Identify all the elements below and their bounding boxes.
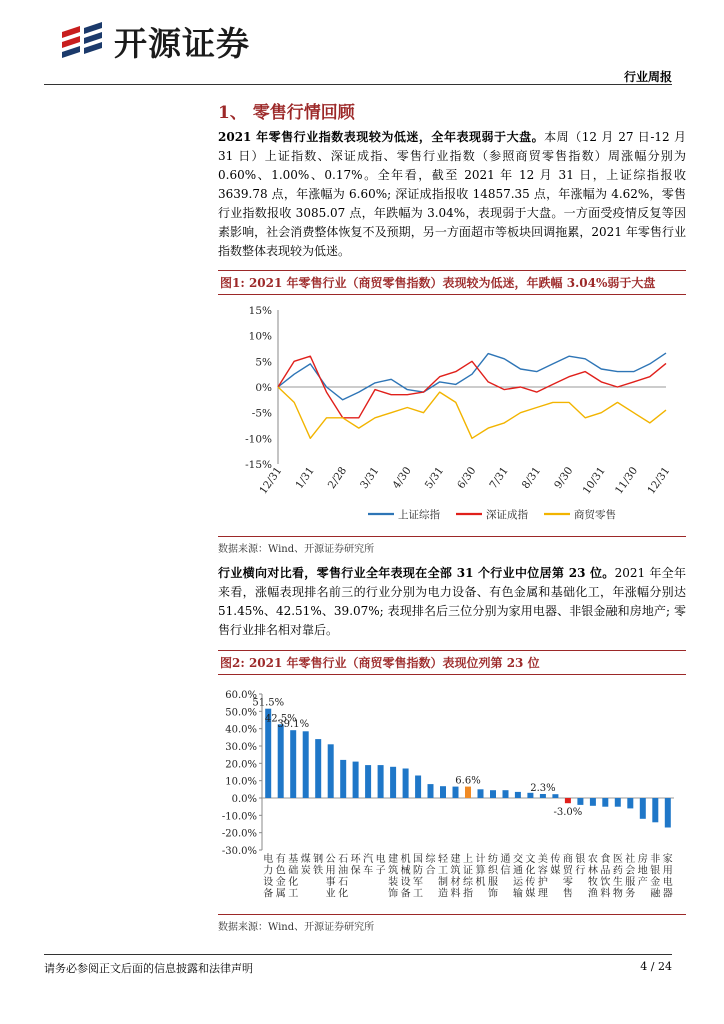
category-label-char: 色: [275, 865, 286, 877]
category-label-char: 行: [575, 865, 586, 877]
y-tick-label: 15%: [248, 305, 272, 317]
page-number: 4 / 24: [640, 960, 672, 973]
paragraph-2-body: 2021 年全年来看，涨幅表现排名前三的行业分别为电力设备、有色金属和基础化工，年涨幅分别达 51.45%、42.51%、39.07%; 表现排名后三位分别为家用电器、非银金融和房地产; 零售行业排名相对靠后。: [218, 566, 686, 637]
category-label: [475, 852, 485, 888]
category-label-char: 银: [650, 865, 661, 877]
category-label: [351, 853, 362, 877]
y-tick-label: -30.0%: [221, 846, 257, 857]
category-label-char: 渔: [587, 888, 598, 900]
y-tick-label: 50.0%: [225, 707, 257, 719]
category-label-char: 牧: [587, 877, 598, 888]
x-tick-label: 12/31: [645, 464, 673, 497]
bar: [590, 798, 596, 806]
category-label-char: 农: [587, 854, 598, 865]
x-tick-label: 7/31: [487, 464, 511, 492]
bar: [403, 769, 409, 799]
category-label: [625, 852, 635, 900]
category-label-char: 媒: [550, 865, 561, 877]
logo-mark-icon: [58, 22, 106, 62]
figure-2-divider: [218, 914, 686, 915]
category-label-char: 轻: [438, 854, 449, 865]
category-label-char: 防: [413, 865, 424, 877]
category-label-char: 机: [475, 877, 486, 888]
category-label-char: 汽: [363, 854, 374, 865]
category-label-char: 设: [263, 877, 274, 888]
company-logo: [58, 18, 250, 65]
data-label: 39.1%: [277, 719, 310, 731]
category-label-char: 商: [562, 854, 573, 865]
y-tick-label: -20.0%: [221, 828, 257, 840]
category-label-char: 信: [500, 865, 511, 877]
category-label-char: 煤: [300, 854, 311, 865]
bar: [503, 790, 509, 798]
category-label-char: 饰: [388, 888, 399, 900]
category-label-char: 饮: [600, 877, 611, 888]
category-label-char: 非: [650, 854, 661, 865]
bar: [490, 790, 496, 798]
category-label-char: 制: [438, 877, 449, 888]
y-tick-label: -5%: [251, 407, 272, 420]
category-label-char: 交: [512, 854, 523, 865]
category-label-char: 证: [463, 865, 473, 877]
category-label: [488, 852, 499, 900]
category-label-char: 公: [325, 854, 336, 865]
category-label-char: 林: [587, 865, 598, 877]
category-label-char: 综: [463, 877, 473, 888]
category-label-char: 子: [375, 865, 386, 877]
category-label-char: 料: [600, 888, 611, 900]
category-label-char: 医: [612, 854, 623, 865]
category-label-char: 料: [450, 888, 461, 900]
category-label: [575, 852, 585, 877]
category-label: [500, 853, 510, 877]
category-label: [288, 852, 298, 900]
category-label-char: 国: [413, 854, 424, 865]
y-tick-label: 30.0%: [225, 742, 257, 753]
figure-1-source: 数据来源：Wind、开源证券研究所: [218, 544, 375, 555]
category-label: [363, 853, 373, 877]
category-label: [650, 852, 661, 900]
bar: [378, 765, 384, 798]
footer-divider: [44, 954, 672, 955]
category-label-char: 算: [475, 865, 486, 877]
category-label-char: 物: [612, 888, 623, 900]
bar: [440, 786, 446, 798]
category-label-char: 建: [450, 854, 461, 865]
category-label-char: 石: [338, 877, 349, 888]
bar: [365, 765, 371, 798]
category-label-char: 有: [275, 854, 286, 865]
category-label-char: 纺: [487, 854, 498, 865]
category-label-char: 力: [263, 865, 274, 877]
y-tick-label: 20.0%: [225, 759, 257, 771]
y-tick-label: -15%: [245, 459, 272, 471]
category-label: [538, 852, 548, 900]
category-label: [263, 852, 273, 900]
y-tick-label: 60.0%: [225, 690, 257, 701]
category-label-char: 车: [363, 865, 374, 877]
category-label-char: 社: [625, 854, 636, 865]
bar: [627, 798, 633, 808]
category-label: [600, 852, 610, 900]
paragraph-2-lead: 行业横向对比看，零售行业全年表现在全部 31 个行业中位居第 23 位。: [218, 566, 615, 580]
x-tick-label: 2/28: [325, 464, 350, 492]
data-label: 6.6%: [455, 775, 481, 787]
category-label-char: 指: [463, 888, 473, 900]
category-label-char: 石: [338, 854, 349, 865]
y-tick-label: 10%: [248, 330, 272, 343]
figure-1-title: 图1: 2021 年零售行业（商贸零售指数）表现较为低迷，年跌幅 3.04%弱于大盘: [218, 270, 686, 295]
category-label: [663, 853, 673, 900]
bar: [640, 798, 646, 819]
category-label-char: 运: [512, 877, 523, 888]
data-label: 2.3%: [530, 783, 556, 795]
category-label-char: 础: [288, 865, 299, 877]
company-name: 开源证券: [114, 24, 250, 63]
category-label-char: 护: [537, 877, 548, 888]
category-label-char: 品: [600, 865, 611, 877]
category-label-char: 工: [438, 865, 449, 877]
bar-chart: [218, 680, 686, 910]
y-tick-label: 40.0%: [225, 724, 257, 736]
paragraph-1-lead: 2021 年零售行业指数表现较为低迷，全年表现弱于大盘。: [218, 130, 545, 144]
bar: [465, 787, 471, 798]
y-tick-label: 0%: [255, 382, 272, 394]
category-label-char: 筑: [450, 865, 461, 877]
category-label: [563, 852, 574, 900]
category-label-char: 用: [325, 865, 336, 877]
category-label-char: 合: [425, 865, 436, 877]
category-label-char: 机: [400, 854, 411, 865]
category-label-char: 零: [562, 877, 573, 888]
category-label-char: 化: [288, 877, 299, 888]
bar: [615, 798, 621, 807]
figure-1-divider: [218, 536, 686, 537]
category-label-char: 媒: [525, 888, 536, 900]
bar: [328, 744, 334, 798]
bar: [478, 789, 484, 798]
bar: [303, 731, 309, 798]
category-label-char: 服: [487, 877, 498, 888]
bar: [552, 794, 558, 798]
figure-2-source: 数据来源：Wind、开源证券研究所: [218, 922, 375, 933]
paragraph-2: [218, 564, 686, 640]
category-label-char: 产: [637, 877, 648, 888]
category-label-char: 美: [537, 854, 548, 865]
y-tick-label: 10.0%: [225, 776, 257, 788]
category-label-char: 保: [350, 865, 361, 877]
category-label-char: 军: [413, 877, 424, 888]
category-label-char: 上: [463, 854, 473, 865]
data-label: 42.5%: [264, 713, 297, 725]
x-tick-label: 11/30: [612, 464, 641, 497]
category-label: [401, 852, 411, 900]
category-label-char: 食: [600, 854, 611, 865]
bar: [602, 798, 608, 807]
paragraph-1-body: 本周（12 月 27 日-12 月 31 日）上证指数、深证成指、零售行业指数（参照商贸零售指数）周涨幅分别为 0.60%、1.00%、0.17%。全年看，截至 2021 年 12 月 31 日，上证综指报收 3639.78 点，年涨幅为 6.60%; 深证成指报收 14857.35 点，年涨幅为 4.62%，零售行业指数报收 3085.07 点，年跌幅为 3.04%，表现弱于大盘。一方面受疫情反复等因素影响，社会消费整体恢复不及预期，另一方面超市等板块回调拖累，2021 年零售行业指数整体表现较为低迷。: [218, 130, 686, 258]
category-label: [276, 852, 286, 900]
y-tick-label: 5%: [255, 356, 272, 369]
category-label-char: 房: [637, 854, 648, 865]
category-label-char: 装: [388, 877, 399, 888]
category-label: [463, 852, 474, 900]
category-label: [588, 852, 598, 900]
category-label-char: 化: [338, 888, 349, 900]
category-label-char: 基: [288, 854, 299, 865]
category-label-char: 服: [625, 877, 636, 888]
bar: [652, 798, 658, 822]
category-label: [513, 852, 524, 900]
category-label-char: 容: [537, 865, 548, 877]
bar: [577, 798, 583, 805]
data-label: 51.5%: [252, 697, 285, 709]
category-label-char: 材: [450, 877, 461, 888]
category-label: [451, 852, 461, 900]
section-title: 1、 零售行情回顾: [218, 103, 355, 123]
footer-disclaimer: 请务必参阅正文后面的信息披露和法律声明: [44, 962, 253, 975]
category-label: [638, 852, 648, 888]
category-label-char: 银: [575, 854, 586, 865]
category-label-char: 筑: [388, 865, 399, 877]
category-label-char: 文: [525, 854, 536, 865]
category-label: [426, 852, 437, 877]
category-label: [326, 854, 336, 900]
x-tick-label: 3/31: [358, 464, 382, 492]
bar: [515, 792, 521, 798]
bar: [390, 767, 396, 798]
category-label-char: 工: [288, 888, 299, 900]
category-label-char: 通: [500, 854, 511, 865]
category-label-char: 备: [400, 888, 411, 900]
category-label: [313, 852, 323, 877]
x-tick-label: 10/31: [580, 464, 608, 497]
report-type: 行业周报: [623, 70, 672, 84]
category-label-char: 电: [375, 854, 386, 865]
category-label-char: 属: [275, 888, 286, 900]
bar: [428, 784, 434, 798]
category-label-char: 工: [413, 888, 424, 900]
category-label-char: 传: [525, 877, 536, 888]
category-label-char: 务: [625, 888, 636, 900]
category-label-char: 金: [650, 877, 661, 888]
category-label-char: 理: [537, 888, 548, 900]
line-chart: [218, 298, 686, 530]
bar: [565, 798, 571, 803]
bar: [453, 787, 459, 798]
category-label-char: 化: [525, 865, 536, 877]
category-label: [388, 852, 398, 900]
x-tick-label: 4/30: [390, 464, 414, 492]
category-label-char: 家: [662, 854, 673, 865]
category-label-char: 建: [388, 854, 399, 865]
x-tick-label: 8/31: [519, 464, 544, 492]
category-label-char: 通: [512, 865, 523, 877]
category-label: [413, 853, 423, 900]
category-label-char: 售: [562, 888, 573, 900]
category-label-char: 器: [662, 888, 673, 900]
category-label-char: 金: [275, 877, 286, 888]
series-line: [278, 353, 666, 400]
x-tick-label: 6/30: [455, 464, 479, 492]
bar: [415, 776, 421, 799]
category-label: [301, 852, 311, 877]
category-label: [338, 853, 348, 900]
category-label-char: 钢: [313, 854, 324, 865]
category-label-char: 环: [350, 854, 361, 865]
x-tick-label: 1/31: [293, 464, 317, 492]
legend-label: 商贸零售: [574, 509, 616, 521]
category-label-char: 业: [325, 888, 336, 900]
category-label: [438, 853, 449, 900]
category-label-char: 备: [263, 888, 274, 900]
category-label-char: 饰: [487, 888, 498, 900]
category-label-char: 电: [662, 877, 673, 888]
category-label-char: 地: [637, 865, 648, 877]
category-label: [550, 852, 560, 877]
paragraph-1: [218, 128, 686, 261]
category-label-char: 造: [438, 888, 449, 900]
category-label-char: 会: [625, 865, 636, 877]
category-label-char: 设: [400, 877, 411, 888]
legend-label: 深证成指: [486, 509, 528, 521]
category-label-char: 综: [425, 854, 436, 865]
y-tick-label: -10%: [245, 433, 272, 446]
category-label-char: 用: [662, 865, 673, 877]
bar: [315, 739, 321, 798]
category-label-char: 生: [612, 877, 623, 888]
y-tick-label: -10.0%: [221, 811, 257, 823]
category-label-char: 传: [550, 854, 561, 865]
category-label-char: 输: [512, 888, 523, 900]
category-label: [613, 853, 623, 900]
category-label-char: 融: [650, 888, 661, 900]
legend-label: 上证综指: [398, 509, 440, 521]
category-label-char: 织: [487, 865, 498, 877]
category-label-char: 贸: [562, 865, 573, 877]
figure-2-title: 图2: 2021 年零售行业（商贸零售指数）表现位列第 23 位: [218, 650, 686, 675]
x-tick-label: 12/31: [257, 464, 285, 497]
category-label-char: 事: [325, 877, 336, 888]
bar: [353, 762, 359, 798]
category-label-char: 药: [612, 865, 623, 877]
bar: [278, 724, 284, 798]
y-tick-label: 0.0%: [231, 794, 257, 805]
bar: [665, 798, 671, 828]
bar: [540, 794, 546, 798]
category-label-char: 炭: [300, 865, 311, 877]
x-tick-label: 9/30: [552, 464, 576, 492]
category-label-char: 油: [338, 865, 349, 877]
category-label-char: 计: [475, 854, 486, 865]
data-label: -3.0%: [553, 807, 583, 819]
category-label: [376, 852, 386, 877]
bar: [290, 730, 296, 798]
bar: [340, 760, 346, 798]
header-divider: [44, 84, 672, 85]
category-label: [525, 853, 535, 900]
x-tick-label: 5/31: [422, 464, 447, 492]
category-label-char: 铁: [313, 865, 324, 877]
category-label-char: 电: [263, 854, 274, 865]
category-label-char: 械: [400, 865, 411, 877]
